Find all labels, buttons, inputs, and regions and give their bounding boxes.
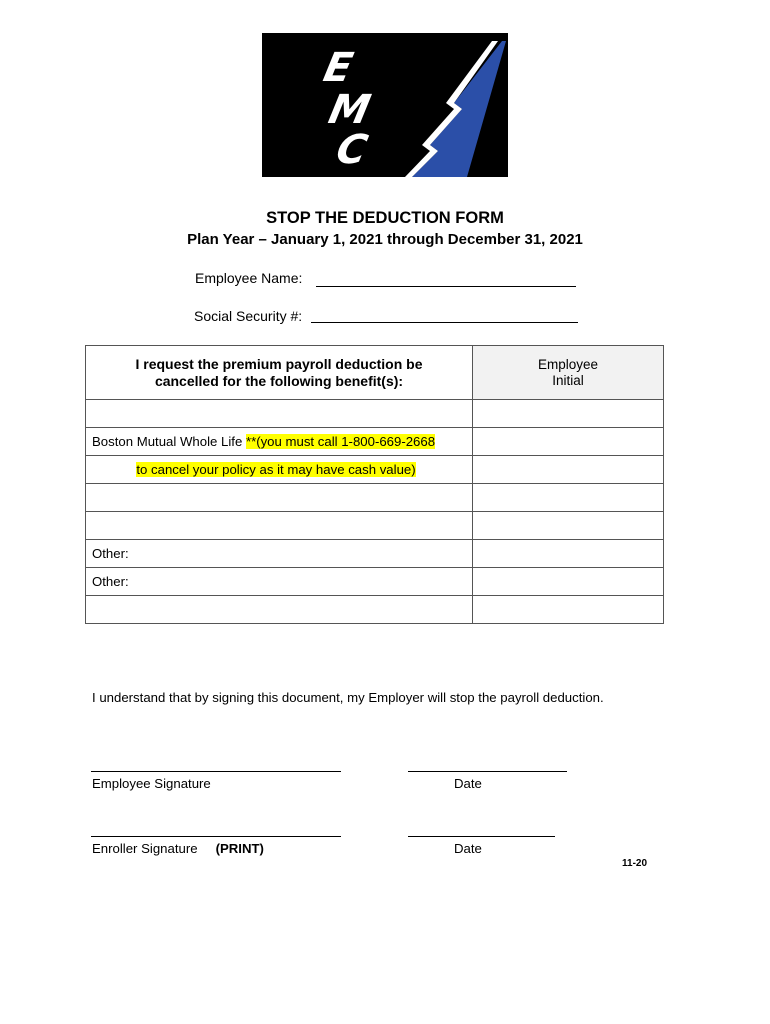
table-row [86, 400, 664, 428]
emc-logo [262, 33, 508, 177]
benefit-cell-other-1[interactable] [86, 540, 473, 568]
benefit-cell[interactable] [86, 512, 473, 540]
form-title: STOP THE DEDUCTION FORM [266, 209, 504, 227]
plan-year: Plan Year – January 1, 2021 through December 31, 2021 [187, 231, 583, 248]
employee-date-label: Date [454, 776, 482, 791]
header-request [86, 346, 473, 400]
header-employee-initial [473, 346, 664, 400]
table-row [86, 540, 664, 568]
enroller-date-line[interactable] [408, 836, 555, 837]
ssn-field[interactable] [311, 322, 578, 323]
initial-cell[interactable] [473, 512, 664, 540]
table-row [86, 456, 664, 484]
boston-mutual-text: Boston Mutual Whole Life [92, 434, 246, 449]
benefit-cell-other-2[interactable] [86, 568, 473, 596]
table-row [86, 512, 664, 540]
acknowledgement-text: I understand that by signing this document, my Employer will stop the payroll deduction. [92, 690, 604, 705]
boston-cancel-note: to cancel your policy as it may have cash value) [136, 462, 416, 477]
benefit-cell[interactable] [86, 484, 473, 512]
enroller-signature-line[interactable] [91, 836, 341, 837]
initial-cell[interactable] [473, 540, 664, 568]
table-row [86, 568, 664, 596]
initial-cell[interactable] [473, 596, 664, 624]
employee-date-line[interactable] [408, 771, 567, 772]
ssn-label: Social Security #: [194, 308, 303, 324]
other-label-2: Other: [92, 574, 129, 589]
employee-signature-line[interactable] [91, 771, 341, 772]
employee-signature-label: Employee Signature [92, 776, 211, 791]
header-initial-line1: Employee [537, 356, 599, 372]
enroller-print-label: (PRINT) [215, 841, 264, 856]
header-request-line2: cancelled for the following benefit(s): [154, 372, 404, 389]
header-initial-line2: Initial [552, 372, 584, 388]
benefit-cell[interactable] [86, 596, 473, 624]
initial-cell[interactable] [473, 428, 664, 456]
initial-cell[interactable] [473, 484, 664, 512]
logo-letter-e: E [319, 43, 358, 91]
benefit-cell[interactable] [86, 400, 473, 428]
form-code: 11-20 [622, 858, 648, 869]
table-row [86, 428, 664, 456]
enroller-signature-label-wrap [92, 841, 264, 856]
boston-call-note: **(you must call 1-800-669-2668 [245, 434, 436, 449]
employee-name-label: Employee Name: [195, 270, 303, 286]
table-row [86, 596, 664, 624]
header-request-line1: I request the premium payroll deduction be [135, 355, 423, 372]
enroller-signature-label: Enroller Signature [92, 841, 198, 856]
logo-letter-c: C [332, 125, 372, 173]
logo-letter-m: M [324, 85, 375, 133]
employee-name-field[interactable] [316, 286, 576, 287]
enroller-date-label: Date [454, 841, 482, 856]
initial-cell[interactable] [473, 568, 664, 596]
table-row [86, 484, 664, 512]
benefit-cell-boston-cont [86, 456, 473, 484]
benefits-table [85, 345, 664, 624]
table-header-row [86, 346, 664, 400]
initial-cell[interactable] [473, 400, 664, 428]
benefit-cell-boston [86, 428, 473, 456]
other-label-1: Other: [92, 546, 129, 561]
initial-cell[interactable] [473, 456, 664, 484]
